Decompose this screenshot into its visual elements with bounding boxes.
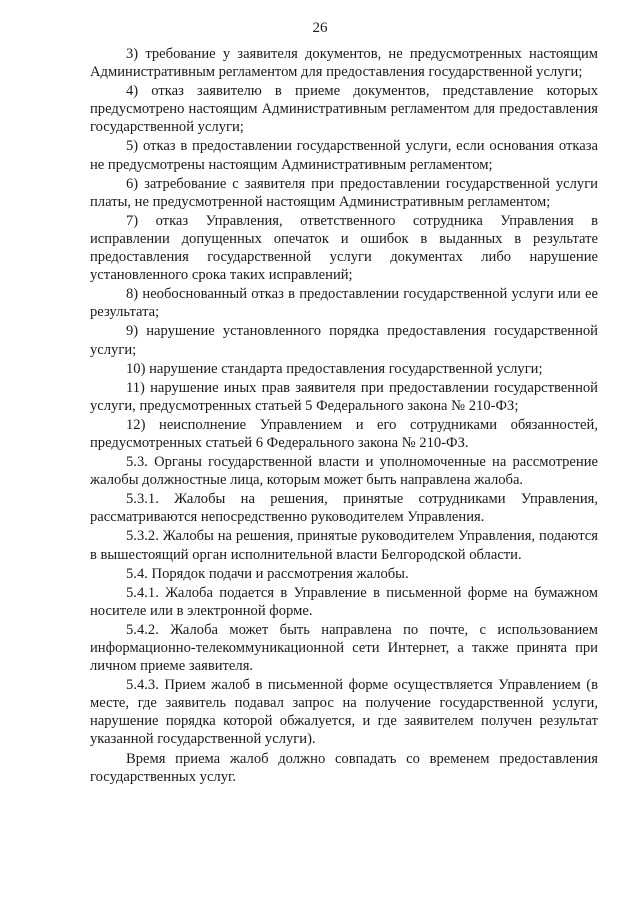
section-5-4: 5.4. Порядок подачи и рассмотрения жалобы. [126, 565, 409, 582]
paragraph-item-12: 12) неисполнение Управлением и его сотрудниками обязанностей, предусмотренных статьей 6 Федерального закона № 210-ФЗ. [90, 416, 598, 451]
paragraph-item-5: 5) отказ в предоставлении государственной услуги, если основания отказа не предусмотрены настоящим Административным регламентом; [90, 138, 598, 173]
paragraph-item-6: 6) затребование с заявителя при предоставлении государственной услуги платы, не предусмотренной настоящим Административным регламентом; [90, 175, 598, 210]
paragraph-item-8: 8) необоснованный отказ в предоставлении государственной услуги или ее результата; [90, 286, 598, 321]
paragraph-item-9: 9) нарушение установленного порядка предоставления государственной услуги; [90, 323, 598, 358]
paragraph-item-7: 7) отказ Управления, ответственного сотрудника Управления в исправлении допущенных опечаток и ошибок в выданных в результате предоставления государственной услуги документах либо нарушение установленного срока таких исправлений; [90, 212, 598, 284]
closing-paragraph: Время приема жалоб должно совпадать со временем предоставления государственных услуг. [90, 750, 598, 785]
section-5-4-2: 5.4.2. Жалоба может быть направлена по почте, с использованием информационно-телекоммуникационной сети Интернет, а также принята при личном приеме заявителя. [90, 621, 598, 675]
paragraph-item-4: 4) отказ заявителю в приеме документов, представление которых предусмотрено настоящим Административным регламентом для предоставления государственной услуги; [90, 83, 598, 136]
document-body [90, 45, 598, 787]
section-5-3: 5.3. Органы государственной власти и уполномоченные на рассмотрение жалобы должностные лица, которым может быть направлена жалоба. [90, 454, 598, 489]
paragraph-item-10: 10) нарушение стандарта предоставления государственной услуги; [126, 360, 543, 377]
paragraph-item-11: 11) нарушение иных прав заявителя при предоставлении государственной услуги, предусмотренных статьей 5 Федерального закона № 210-ФЗ; [90, 379, 598, 414]
section-5-3-1: 5.3.1. Жалобы на решения, принятые сотрудниками Управления, рассматриваются непосредственно руководителем Управления. [90, 491, 598, 526]
section-5-4-1: 5.4.1. Жалоба подается в Управление в письменной форме на бумажном носителе или в электронной форме. [90, 584, 598, 619]
page-number: 26 [312, 20, 328, 36]
section-5-3-2: 5.3.2. Жалобы на решения, принятые руководителем Управления, подаются в вышестоящий орган исполнительной власти Белгородской области. [90, 528, 598, 563]
paragraph-item-3: 3) требование у заявителя документов, не предусмотренных настоящим Административным регламентом для предоставления государственной услуги; [90, 46, 598, 81]
section-5-4-3: 5.4.3. Прием жалоб в письменной форме осуществляется Управлением (в месте, где заявитель подавал запрос на получение государственной услуги, нарушение порядка которой обжалуется, и где заявителем получен результат указанной государственной услуги). [90, 677, 598, 748]
